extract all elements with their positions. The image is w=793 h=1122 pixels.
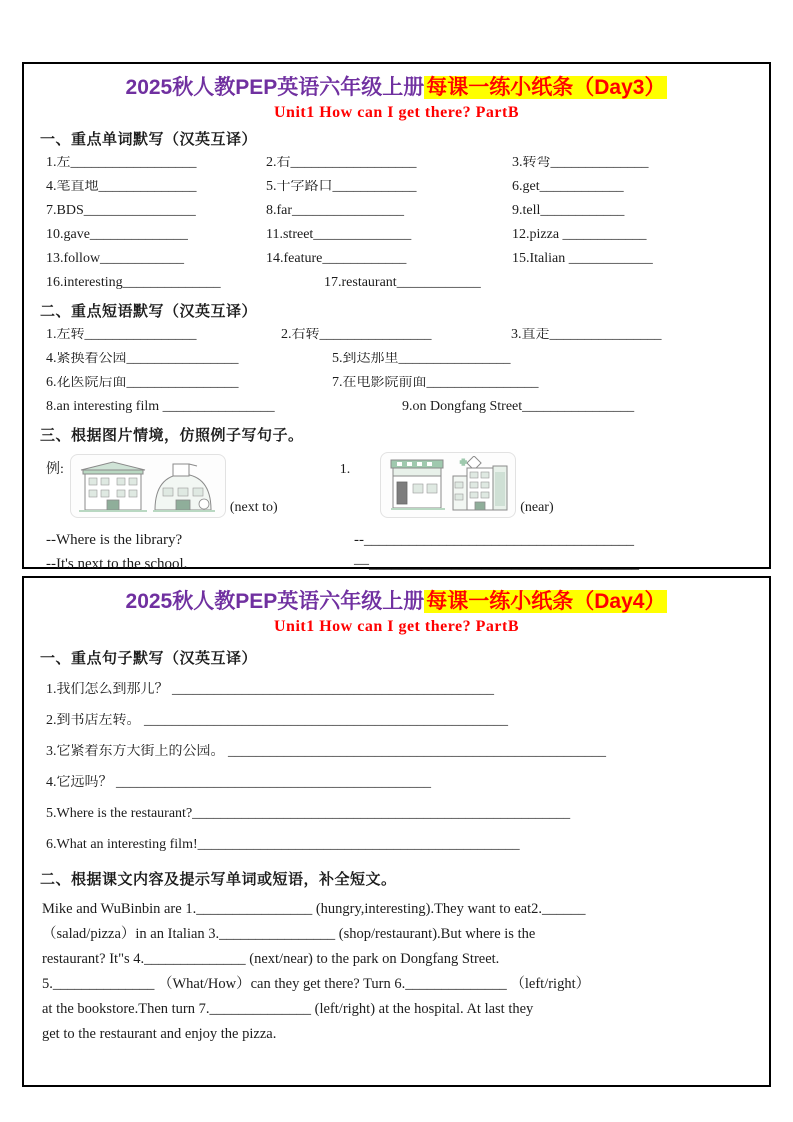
word-item: 4.笔直地______________: [46, 180, 197, 194]
word-item: 12.pizza ____________: [512, 228, 647, 242]
phrase-item: 5.到达那里________________: [332, 352, 511, 366]
bookstore-hospital-illustration: [380, 452, 516, 518]
library-school-illustration: [70, 454, 226, 518]
cloze-line: （salad/pizza）in an Italian 3.________________ (shop/restaurant).But where is the: [42, 926, 536, 942]
day3-section2-heading: 二、重点短语默写（汉英互译）: [40, 303, 258, 320]
day3-example-dialog: [46, 528, 753, 576]
day4-cloze-passage: [42, 897, 753, 1047]
day4-section1-heading: 一、重点句子默写（汉英互译）: [40, 650, 258, 667]
day4-card: [22, 576, 771, 1087]
example-answer: --It's next to the school.: [46, 556, 188, 572]
phrase-item: 8.an interesting film ________________: [46, 400, 275, 414]
word-item: 17.restaurant____________: [324, 276, 481, 290]
phrase-item: 1.左转________________: [46, 328, 197, 342]
sentence-item: 3.它紧着东方大街上的公园。 ______________________________________________________: [46, 744, 606, 759]
cloze-line: 5.______________ （What/How）can they get there? Turn 6.______________ （left/right）: [42, 976, 591, 992]
word-item: 14.feature____________: [266, 252, 407, 266]
sentence-item: 1.我们怎么到那儿？ ______________________________________________: [46, 682, 494, 697]
day4-title: [40, 588, 753, 615]
cloze-line: restaurant? It"s 4.______________ (next/near) to the park on Dongfang Street.: [42, 951, 500, 967]
sentence-item: 6.What an interesting film!______________________________________________: [46, 837, 520, 852]
word-item: 6.get____________: [512, 180, 624, 194]
phrase-item: 3.直走________________: [511, 328, 662, 342]
day4-section2-heading: 二、根据课文内容及提示写单词或短语，补全短文。: [40, 871, 397, 888]
day4-title-main: 2025秋人教PEP英语六年级上册: [125, 590, 425, 613]
day3-title-main: 2025秋人教PEP英语六年级上册: [125, 76, 425, 99]
phrase-item: 4.紧换着公园________________: [46, 352, 239, 366]
day3-phrase-list-row4: [46, 400, 753, 414]
word-item: 16.interesting______________: [46, 276, 221, 290]
day3-card: [22, 62, 771, 572]
day3-picture-row: [46, 452, 753, 518]
bookstore-hospital-icon: [387, 456, 509, 514]
day3-title-highlight: 每课一练小纸条（Day3）: [426, 76, 666, 99]
phrase-item: 7.在电影院前面________________: [332, 376, 539, 390]
day3-word-list-last-row: [46, 276, 753, 290]
word-item: 3.转弯______________: [512, 156, 649, 170]
word-item: 15.Italian ____________: [512, 252, 653, 266]
word-item: 2.右__________________: [266, 156, 417, 170]
word-item: 11.street______________: [266, 228, 412, 242]
day4-sentence-list: [46, 682, 753, 852]
sentence-item: 5.Where is the restaurant?______________________________________________________: [46, 806, 571, 821]
day3-section1-heading: 一、重点单词默写（汉英互译）: [40, 131, 258, 148]
day3-phrase-list-row1: [46, 328, 753, 342]
word-item: 13.follow____________: [46, 252, 185, 266]
example-label: 例:: [46, 462, 64, 477]
cloze-line: Mike and WuBinbin are 1.________________ (hungry,interesting).They want to eat2.______: [42, 901, 586, 917]
day3-unit-subtitle: Unit1 How can I get there? PartB: [274, 104, 519, 121]
day4-unit-subtitle: Unit1 How can I get there? PartB: [274, 618, 519, 635]
phrase-item: 9.on Dongfang Street________________: [402, 400, 635, 414]
sentence-item: 2.到书店左转。 ____________________________________________________: [46, 713, 508, 728]
word-item: 10.gave______________: [46, 228, 188, 242]
answer-blank-question: --____________________________________: [354, 532, 634, 548]
word-item: 7.BDS________________: [46, 204, 196, 218]
day4-title-highlight: 每课一练小纸条（Day4）: [426, 590, 666, 613]
answer-blank-answer: —____________________________________: [354, 556, 639, 572]
word-item: 1.左__________________: [46, 156, 197, 170]
library-school-icon: [77, 458, 219, 514]
day3-word-list: [46, 156, 753, 266]
sentence-item: 4.它远吗？ _____________________________________________: [46, 775, 431, 790]
example-question: --Where is the library?: [46, 532, 183, 548]
phrase-item: 2.右转________________: [281, 328, 432, 342]
word-item: 9.tell____________: [512, 204, 625, 218]
day3-title: [40, 74, 753, 101]
day3-phrase-list-rows2-3: [46, 352, 753, 390]
day3-section3-heading: 三、根据图片情境，仿照例子写句子。: [40, 427, 304, 444]
item1-number: 1.: [339, 462, 351, 477]
word-item: 8.far________________: [266, 204, 405, 218]
example-caption: (next to): [229, 500, 278, 515]
cloze-line: get to the restaurant and enjoy the pizza.: [42, 1026, 277, 1042]
cloze-line: at the bookstore.Then turn 7.______________ (left/right) at the hospital. At last they: [42, 1001, 534, 1017]
word-item: 5.十字路口____________: [266, 180, 417, 194]
phrase-item: 6.花医院后面________________: [46, 376, 239, 390]
item1-caption: (near): [520, 500, 554, 515]
